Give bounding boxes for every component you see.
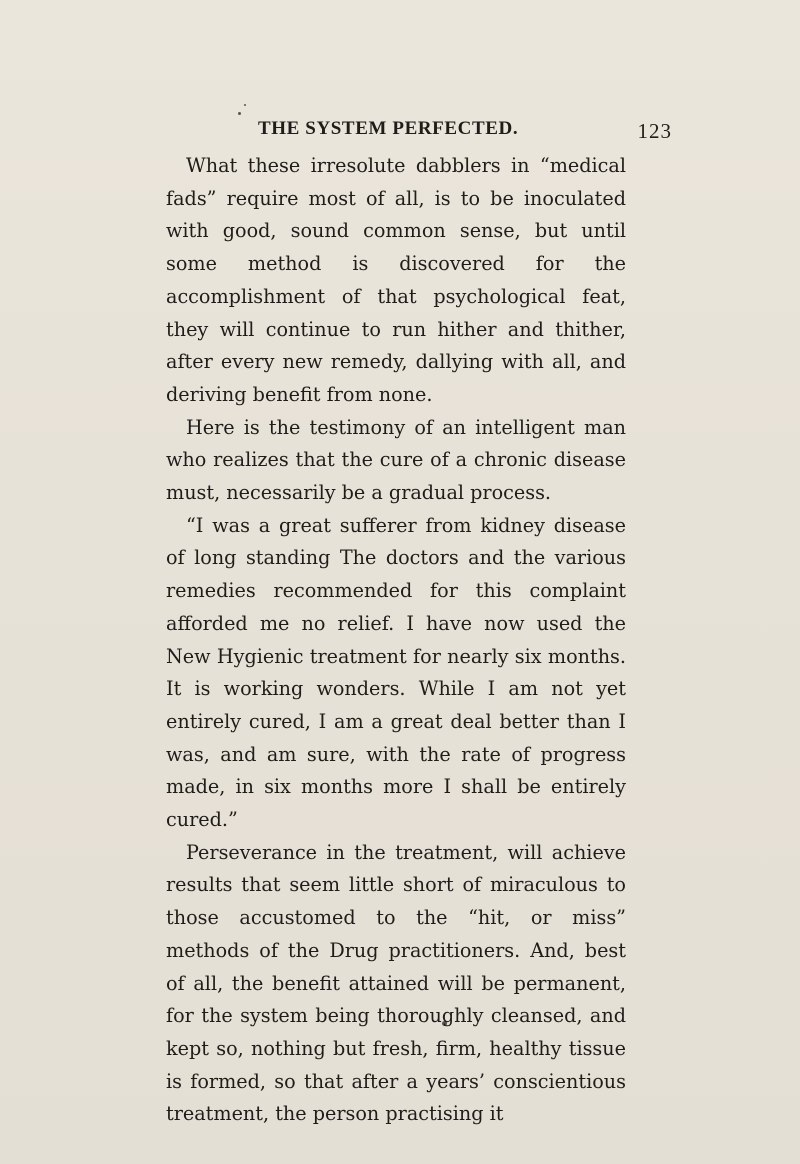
ink-speck bbox=[238, 112, 241, 115]
body-text bbox=[166, 150, 626, 1131]
paragraph: “I was a great sufferer from kidney disease of long standing The doctors and the various remedies recommended for this complaint afforded me no relief. I have now used the New Hygienic treatment for nearly six months. It is working wonders. While I am not yet entirely cured, I am a great deal better than I was, and am sure, with the rate of progress made, in six months more I shall be entirely cured.” bbox=[166, 513, 626, 832]
paragraph: Here is the testimony of an intelligent man who realizes that the cure of a chronic disease must, necessarily be a gradual process. bbox=[166, 415, 626, 505]
ink-speck bbox=[244, 104, 246, 106]
page-header bbox=[258, 118, 678, 148]
paragraph: Perseverance in the treatment, will achieve results that seem little short of miraculous to those accustomed to the “hit, or miss” methods of the Drug practitioners. And, best of all, the benefit attained will be permanent, for the system being thoroughly cleansed, and kept so, nothing but fresh, firm, healthy tissue is formed, so that after a years’ conscientious treatment, the person practising it bbox=[166, 840, 626, 1126]
paragraph: What these irresolute dabblers in “medical fads” require most of all, is to be inoculated with good, sound common sense, but until some method is discovered for the accomplishment of that psychological feat, they will continue to run hither and thither, after every new remedy, dallying with all, and deriving benefit from none. bbox=[166, 154, 626, 406]
running-head: THE SYSTEM PERFECTED. bbox=[258, 118, 519, 139]
page-number: 123 bbox=[637, 119, 672, 143]
